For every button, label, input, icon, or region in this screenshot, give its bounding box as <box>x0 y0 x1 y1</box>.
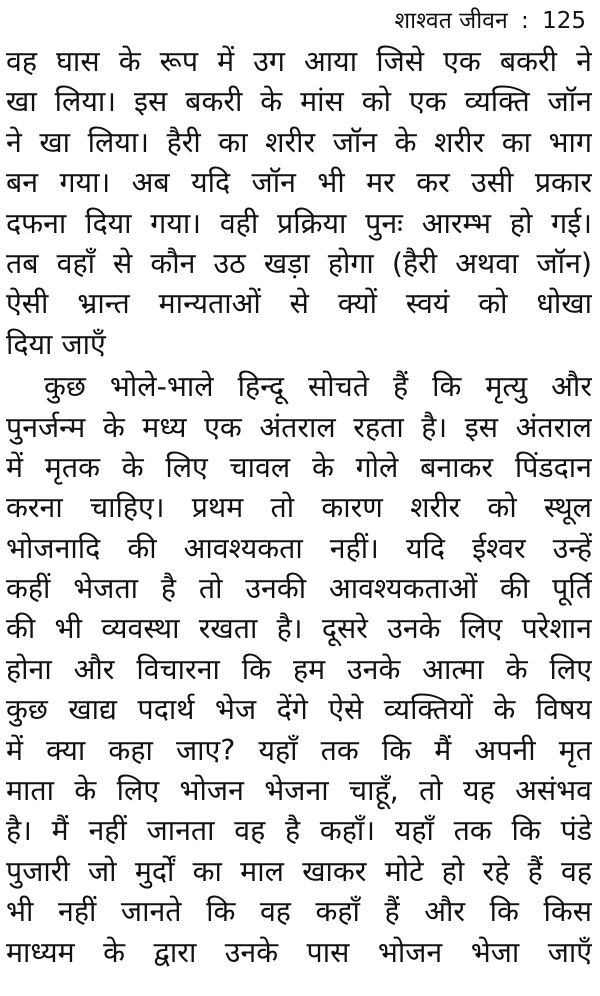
text-line: में मृतक के लिए चावल के गोले बनाकर पिंडदान <box>6 450 592 484</box>
text-line: ने खा लिया। हैरी का शरीर जॉन के शरीर का भाग <box>6 125 592 159</box>
text-line: दिया जाएँ <box>6 327 106 361</box>
text-line: कुछ खाद्य पदार्थ भेज देंगे ऐसे व्यक्तियों के विषय <box>6 693 592 727</box>
text-line: भोजनादि की आवश्यकता नहीं। यदि ईश्वर उन्हें <box>6 531 592 565</box>
text-line: होना और विचारना कि हम उनके आत्मा के लिए <box>6 652 592 686</box>
book-title: शाश्वत जीवन <box>394 8 508 34</box>
text-line: वह घास के रूप में उग आया जिसे एक बकरी ने <box>6 45 592 78</box>
text-line: पुनर्जन्म के मध्य एक अंतराल रहता है। इस अंतराल <box>6 410 592 444</box>
text-line: पुजारी जो मुर्दों का माल खाकर मोटे हो रहे हैं वह <box>6 854 592 888</box>
text-line: दफना दिया गया। वही प्रक्रिया पुनः आरम्भ हो गई। <box>6 206 592 240</box>
paragraph-1 <box>6 42 592 365</box>
text-line: माध्यम के द्वारा उनके पास भोजन भेजा जाएँ <box>6 935 592 969</box>
text-line: खा लिया। इस बकरी के मांस को एक व्यक्ति जॉन <box>6 85 592 119</box>
text-line: है। मैं नहीं जानता वह है कहाँ। यहाँ तक कि पंडे <box>6 814 592 848</box>
text-line: भी नहीं जानते कि वह कहाँ हैं और कि किस <box>6 895 592 929</box>
header-separator: : <box>521 8 529 34</box>
text-line: तब वहाँ से कौन उठ खड़ा होगा (हैरी अथवा जॉन) <box>6 246 592 280</box>
text-line: में क्या कहा जाए? यहाँ तक कि मैं अपनी मृत <box>6 733 592 767</box>
text-line: ऐसी भ्रान्त मान्यताओं से क्यों स्वयं को धोखा <box>6 287 592 321</box>
running-header <box>6 0 592 42</box>
text-line: कहीं भेजता है तो उनकी आवश्यकताओं की पूर्ति <box>6 572 592 606</box>
text-line: की भी व्यवस्था रखता है। दूसरे उनके लिए परेशान <box>6 612 592 646</box>
text-line: बन गया। अब यदि जॉन भी मर कर उसी प्रकार <box>6 166 592 200</box>
page-body <box>6 42 592 973</box>
text-line: करना चाहिए। प्रथम तो कारण शरीर को स्थूल <box>6 491 592 525</box>
text-line: माता के लिए भोजन भेजना चाहूँ, तो यह असंभव <box>6 774 592 808</box>
page-number: 125 <box>542 8 586 34</box>
paragraph-2 <box>6 367 592 973</box>
text-line: कुछ भोले-भाले हिन्दू सोचते हैं कि मृत्यु और <box>44 370 592 404</box>
